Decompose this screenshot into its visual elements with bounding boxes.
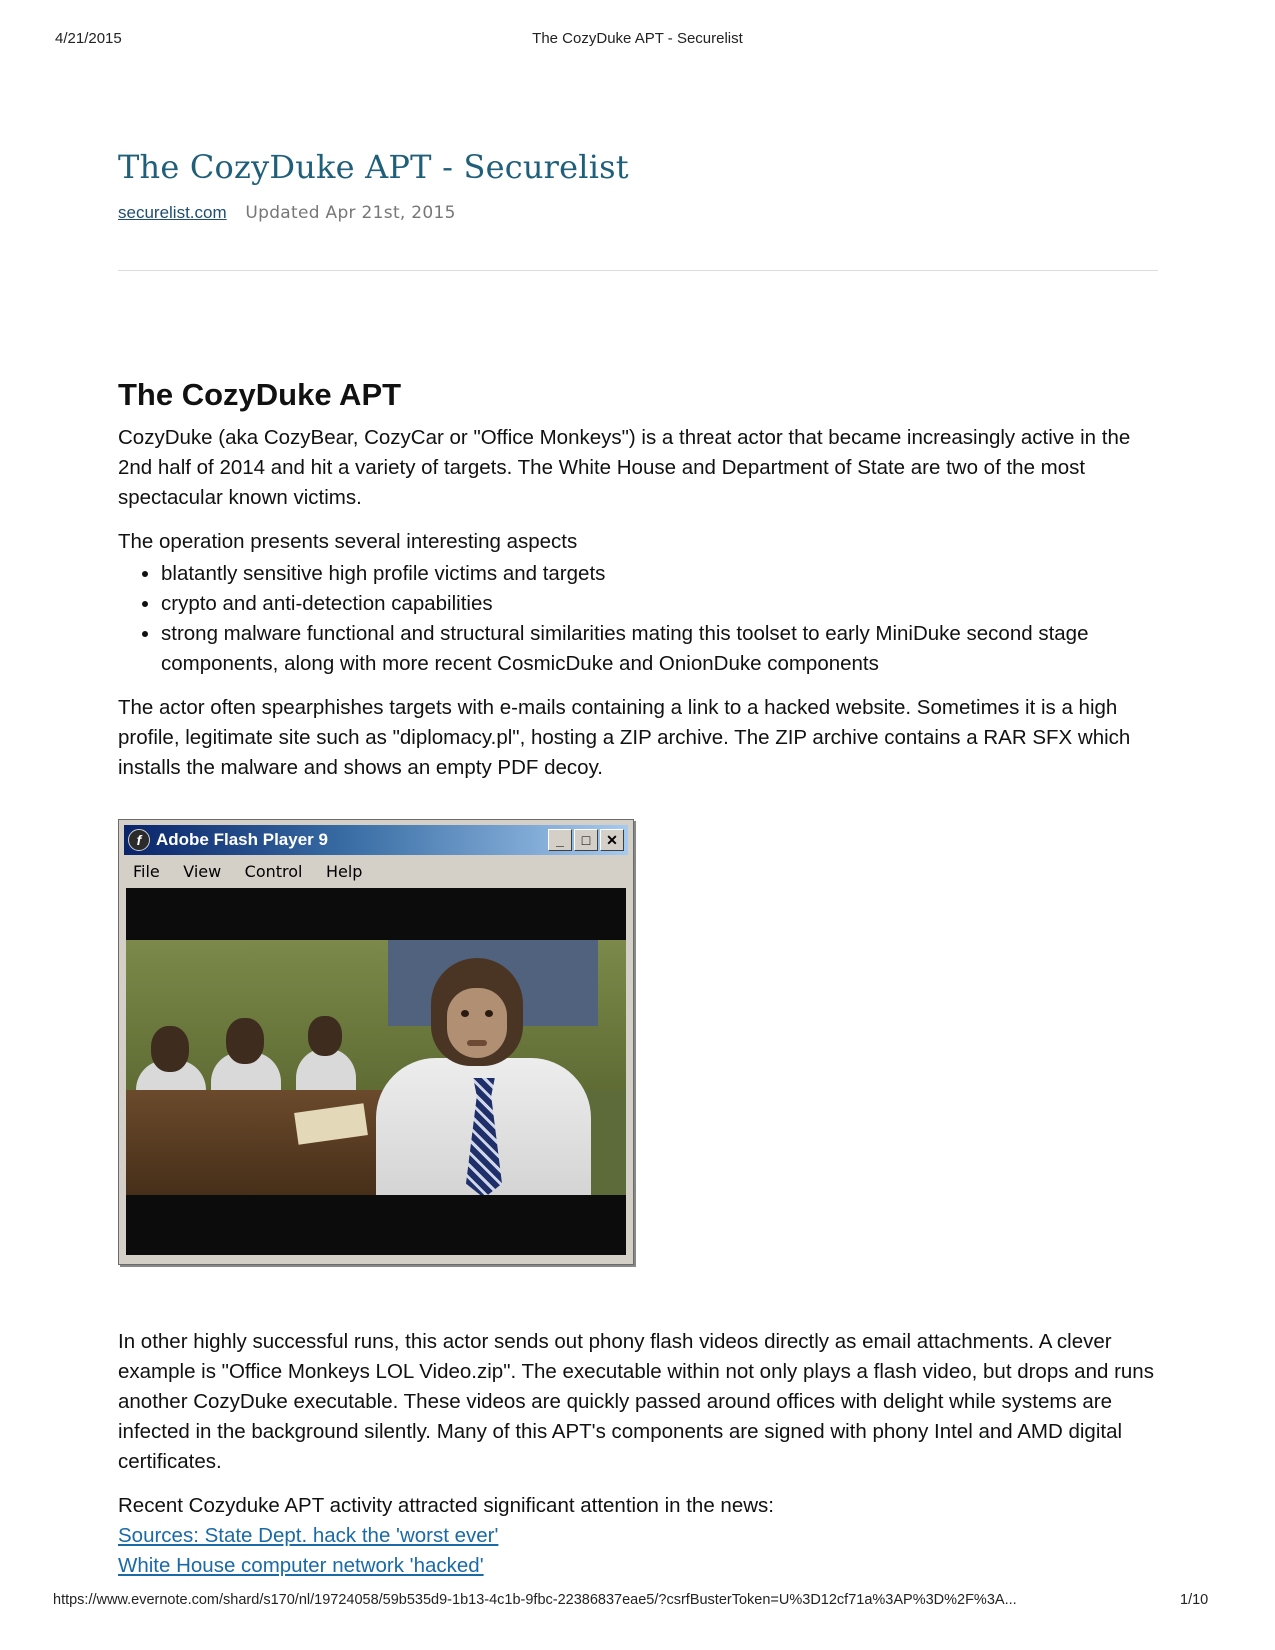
flash-menubar [124, 858, 628, 886]
note-title: The CozyDuke APT - Securelist [118, 148, 629, 186]
print-header [0, 30, 1275, 52]
video-stage [126, 888, 626, 1255]
menu-file: File [133, 862, 160, 881]
flash-app-icon: f [128, 829, 150, 851]
background-chimp-head [226, 1018, 264, 1064]
background-chimp-head [308, 1016, 342, 1056]
header-divider [118, 270, 1158, 271]
minimize-icon: _ [548, 829, 572, 851]
chimp-eye [485, 1010, 493, 1017]
list-item: • blatantly sensitive high profile victims and targets [161, 559, 1168, 589]
chimp-eye [461, 1010, 469, 1017]
flash-window-title: Adobe Flash Player 9 [156, 830, 328, 849]
paragraph: The operation presents several interesting aspects [118, 530, 578, 553]
page-number: 1/10 [1180, 1592, 1209, 1608]
print-title: The CozyDuke APT - Securelist [532, 30, 743, 47]
background-chimp-head [151, 1026, 189, 1072]
paragraph: CozyDuke (aka CozyBear, CozyCar or "Office Monkeys") is a threat actor that became increasingly active in the 2nd half of 2014 and hit a variety of targets. The White House and Department of State are two of the most spectacular known victims. [118, 426, 1131, 509]
paragraph: Recent Cozyduke APT activity attracted significant attention in the news: [118, 1494, 774, 1517]
close-icon: ✕ [600, 829, 624, 851]
paragraph: In other highly successful runs, this actor sends out phony flash videos directly as email attachments. A clever example is "Office Monkeys LOL Video.zip". The executable within not only plays a flash video, but drops and runs another CozyDuke executable. These videos are quickly passed around offices with delight while systems are infected in the background silently. Many of this APT's components are signed with phony Intel and AMD digital certificates. [118, 1330, 1154, 1473]
flash-player-screenshot [118, 819, 634, 1265]
chimp-face [447, 988, 507, 1058]
note-meta [118, 203, 456, 223]
updated-date: Updated Apr 21st, 2015 [245, 203, 456, 223]
chimp-mouth [467, 1040, 487, 1046]
news-links [118, 1491, 1168, 1581]
paragraph: The actor often spearphishes targets with e-mails containing a link to a hacked website. Sometimes it is a high profile, legitimate site such as "diplomacy.pl", hosting a ZIP archive. The ZIP archive contains a RAR SFX which installs the malware and shows an empty PDF decoy. [118, 696, 1131, 779]
source-link[interactable]: securelist.com [118, 203, 227, 222]
maximize-icon: □ [574, 829, 598, 851]
news-link-white-house[interactable]: White House computer network 'hacked' [118, 1554, 484, 1577]
print-date: 4/21/2015 [55, 30, 122, 47]
menu-control: Control [244, 862, 303, 881]
menu-help: Help [325, 862, 363, 881]
footer-url: https://www.evernote.com/shard/s170/nl/19724058/59b535d9-1b13-4c1b-9fbc-22386837eae5/?csrfBusterToken=U%3D12cf71a%3AP%3D%2F%3A... [53, 1592, 1017, 1608]
list-item: • strong malware functional and structural similarities mating this toolset to early MiniDuke second stage components, along with more recent CosmicDuke and OnionDuke components [161, 619, 1168, 679]
aspects-list [118, 559, 1168, 679]
article-body [118, 376, 1168, 1581]
news-link-state-dept[interactable]: Sources: State Dept. hack the 'worst ever' [118, 1524, 499, 1547]
window-controls [548, 829, 624, 851]
chimp-head [431, 958, 523, 1066]
menu-view: View [183, 862, 222, 881]
list-item: • crypto and anti-detection capabilities [161, 589, 1168, 619]
print-footer [0, 1592, 1275, 1614]
video-frame-office-chimps [126, 940, 626, 1195]
flash-titlebar [124, 825, 628, 855]
article-heading: The CozyDuke APT [118, 377, 402, 412]
